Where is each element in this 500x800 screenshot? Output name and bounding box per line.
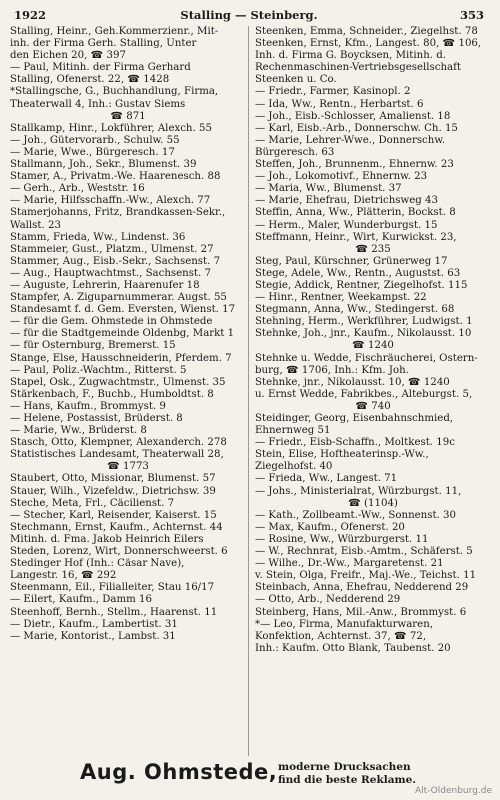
directory-entry-line: Stamm, Frieda, Ww., Lindenst. 36: [10, 231, 186, 243]
directory-entry-line: — Auguste, Lehrerin, Haarenufer 18: [10, 279, 200, 291]
directory-entry-line: Mitinh. d. Fma. Jakob Heinrich Eilers: [10, 533, 204, 545]
directory-entry-line: Inh.: Kaufm. Otto Blank, Taubenst. 20: [255, 642, 451, 654]
directory-entry-line: Stalling, Ofenerst. 22, ☎ 1428: [10, 74, 170, 86]
directory-entry-line: — Kath., Zollbeamt.-Ww., Sonnenst. 30: [255, 509, 456, 521]
directory-entry-line: Steenhoff, Bernh., Stellm., Haarenst. 11: [10, 606, 218, 618]
directory-entry-line: — Eilert, Kaufm., Damm 16: [10, 594, 153, 606]
directory-entry-line: Stegie, Addick, Rentner, Ziegelhofst. 115: [255, 279, 468, 291]
page-title: Stalling — Steinberg.: [180, 8, 318, 22]
directory-entry-line: Steidinger, Georg, Eisenbahnschmied,: [255, 413, 454, 424]
directory-entry-line: Steche, Meta, Frl., Cäcilienst. 7: [10, 497, 175, 509]
directory-entry-line: Steinberg, Hans, Mil.-Anw., Brommyst. 6: [255, 606, 467, 618]
directory-entry-line: Stehnke, Joh., jnr., Kaufm., Nikolausst. 10: [255, 328, 472, 340]
directory-entry-line: — Marie, Hilfsschaffn.-Ww., Alexch. 77: [10, 195, 211, 207]
directory-entry-line: Stärkenbach, F., Buchb., Humboldtst. 8: [10, 388, 214, 400]
directory-entry-line: — Joh., Eisb.-Schlosser, Amalienst. 18: [255, 110, 451, 122]
directory-entry-line: — Marie, Wwe., Bürgeresch. 17: [10, 146, 175, 158]
directory-entry-line: Steffin, Anna, Ww., Plätterin, Bockst. 8: [255, 207, 456, 219]
directory-entry-line: — W., Rechnrat, Eisb.-Amtm., Schäferst. 5: [255, 546, 473, 558]
directory-entry-line: Steffen, Joh., Brunnenm., Ehnernw. 23: [255, 159, 454, 171]
directory-entry-line: Stallmann, Joh., Sekr., Blumenst. 39: [10, 159, 197, 171]
directory-entry-line: Steenken u. Co.: [255, 74, 337, 86]
directory-entry-line: — Hinr., Rentner, Weekampst. 22: [255, 292, 427, 304]
directory-entry-line: — Marie, Kontorist., Lambst. 31: [10, 630, 176, 642]
directory-entry-line: burg, ☎ 1706, Inh.: Kfm. Joh.: [255, 364, 409, 376]
directory-entry-line: — Max, Kaufm., Ofenerst. 20: [255, 521, 405, 533]
directory-entry-line: — Paul, Poliz.-Wachtm., Ritterst. 5: [10, 364, 187, 376]
directory-entry-line: Stehnke, jnr., Nikolausst. 10, ☎ 1240: [255, 376, 450, 388]
directory-entry-line: Steden, Lorenz, Wirt, Donnerschweerst. 6: [10, 546, 228, 558]
directory-entry-line: — Wilhe., Dr.-Ww., Margaretenst. 21: [255, 558, 444, 570]
directory-entry-line: Stauer, Wilh., Vizefeldw., Dietrichsw. 39: [10, 485, 216, 497]
ad-line-1: moderne Drucksachen: [278, 761, 411, 773]
directory-entry-line: — Paul, Mitinh. der Firma Gerhard: [10, 62, 191, 74]
directory-entry-line: v. Stein, Olga, Freifr., Maj.-We., Teichst. 11: [255, 570, 477, 582]
page-year: 1922: [14, 8, 47, 22]
directory-entry-line: Stege, Adele, Ww., Rentn., Augustst. 63: [255, 267, 461, 279]
directory-entry-line: — Ida, Ww., Rentn., Herbartst. 6: [255, 98, 424, 110]
directory-entry-line: Theaterwall 4, Inh.: Gustav Siems: [10, 98, 186, 110]
directory-entry-line: — Helene, Postassist, Brüderst. 8: [10, 413, 183, 424]
directory-entry-line: — Johs., Ministerialrat, Würzburgst. 11,: [255, 485, 462, 497]
ad-line-2: find die beste Reklame.: [278, 774, 416, 786]
directory-entry-line: Stein, Elise, Hoftheaterinsp.-Ww.,: [255, 449, 429, 461]
watermark: Alt-Oldenburg.de: [414, 786, 492, 796]
directory-entry-line: inh. der Firma Gerh. Stalling, Unter: [10, 38, 197, 50]
directory-entry-line: — Maria, Ww., Blumenst. 37: [255, 183, 402, 195]
directory-entry-line: Stedinger Hof (Inh.: Cäsar Nave),: [10, 558, 185, 570]
directory-entry-line: Standesamt f. d. Gem. Eversten, Wienst. 17: [10, 304, 236, 316]
directory-entry-line: Stehnke u. Wedde, Fischräucherei, Ostern-: [255, 352, 478, 364]
page-number: 353: [459, 8, 484, 22]
directory-entry-line: Stechmann, Ernst, Kaufm., Achternst. 44: [10, 521, 223, 533]
directory-entry-line: Wallst. 23: [10, 219, 61, 231]
directory-entry-line: Statistisches Landesamt, Theaterwall 28,: [10, 449, 224, 461]
directory-entry-line: ☎ (1104): [348, 497, 398, 509]
directory-entry-line: ☎ 871: [110, 110, 146, 122]
left-column: [10, 26, 246, 643]
directory-entry-line: Stegmann, Anna, Ww., Stedingerst. 68: [255, 304, 455, 316]
directory-entry-line: Stampfer, A. Ziguparnummerar. Augst. 55: [10, 292, 227, 304]
right-column: [255, 26, 491, 655]
directory-entry-line: Inh. d. Firma G. Boycksen, Mitinh. d.: [255, 50, 446, 62]
directory-entry-line: ☎ 740: [355, 400, 391, 412]
directory-entry-line: ☎ 1240: [352, 340, 394, 352]
ad-company-name: Aug. Ohmstede,: [80, 760, 278, 784]
directory-entry-line: Ehnernweg 51: [255, 425, 331, 437]
directory-entry-line: *Stallingsche, G., Buchhandlung, Firma,: [10, 86, 219, 98]
directory-entry-line: — Otto, Arb., Nedderend 29: [255, 594, 401, 606]
directory-entry-line: Staubert, Otto, Missionar, Blumenst. 57: [10, 473, 216, 485]
directory-entry-line: den Eichen 20, ☎ 397: [10, 50, 126, 62]
directory-entry-line: Langestr. 16, ☎ 292: [10, 570, 117, 582]
directory-entry-line: Konfektion, Achternst. 37, ☎ 72,: [255, 630, 427, 642]
directory-entry-line: — Hans, Kaufm., Brommyst. 9: [10, 400, 166, 412]
directory-entry-line: — Gerh., Arb., Weststr. 16: [10, 183, 145, 195]
directory-entry-line: — Marie, Ehefrau, Dietrichsweg 43: [255, 195, 438, 207]
directory-entry-line: — Stecher, Karl, Reisender, Kaiserst. 15: [10, 509, 217, 521]
directory-entry-line: — Joh., Lokomotivf., Ehnernw. 23: [255, 171, 428, 183]
directory-entry-line: — Friedr., Farmer, Kasinopl. 2: [255, 86, 411, 98]
directory-entry-line: Steg, Paul, Kürschner, Grünerweg 17: [255, 255, 448, 267]
directory-entry-line: — für Osternburg, Bremerst. 15: [10, 340, 176, 352]
directory-entry-line: Stalling, Heinr., Geh.Kommerzienr., Mit-: [10, 26, 219, 37]
directory-entry-line: Steenken, Ernst, Kfm., Langest. 80, ☎ 106,: [255, 38, 482, 50]
directory-entry-line: — Frieda, Ww., Langest. 71: [255, 473, 398, 485]
directory-entry-line: Stallkamp, Hinr., Lokführer, Alexch. 55: [10, 122, 212, 134]
directory-entry-line: Steffmann, Heinr., Wirt, Kurwickst. 23,: [255, 231, 457, 243]
directory-entry-line: Bürgeresch. 63: [255, 146, 335, 158]
directory-entry-line: — Herm., Maler, Wunderburgst. 15: [255, 219, 438, 231]
directory-entry-line: — Joh., Gütervorarb., Schulw. 55: [10, 134, 180, 146]
directory-entry-line: — Friedr., Eisb-Schaffn., Moltkest. 19c: [255, 437, 455, 449]
advertisement: [80, 758, 440, 788]
directory-entry-line: u. Ernst Wedde, Fabrikbes., Alteburgst. 5,: [255, 388, 473, 400]
directory-entry-line: Stange, Else, Hausschneiderin, Pferdem. 7: [10, 352, 232, 364]
directory-entry-line: — Rosine, Ww., Würzburgerst. 11: [255, 533, 429, 545]
directory-entry-line: Stamerjohanns, Fritz, Brandkassen-Sekr.,: [10, 207, 226, 219]
directory-entry-line: ☎ 235: [355, 243, 391, 255]
directory-entry-line: *— Leo, Firma, Manufakturwaren,: [255, 618, 433, 630]
directory-entry-line: Stamer, A., Privatm.-We. Haarenesch. 88: [10, 171, 221, 183]
directory-entry-line: — für die Gem. Ohmstede in Ohmstede: [10, 316, 213, 328]
directory-entry-line: Stehning, Herm., Werkführer, Ludwigst. 1: [255, 316, 473, 328]
page-header: [14, 8, 484, 22]
directory-entry-line: — Marie, Lehrer-Wwe., Donnerschw.: [255, 134, 446, 146]
directory-entry-line: Steenmann, Eil., Filialleiter, Stau 16/17: [10, 582, 215, 594]
directory-entry-line: — Karl, Eisb.-Arb., Donnerschw. Ch. 15: [255, 122, 458, 134]
directory-entry-line: — Dietr., Kaufm., Lambertist. 31: [10, 618, 178, 630]
directory-entry-line: — Marie, Ww., Brüderst. 8: [10, 425, 147, 437]
directory-entry-line: Steinbach, Anna, Ehefrau, Nedderend 29: [255, 582, 469, 594]
directory-entry-line: — für die Stadtgemeinde Oldenbg, Markt 1: [10, 328, 235, 340]
directory-entry-line: Stapel, Osk., Zugwachtmstr., Ulmenst. 35: [10, 376, 226, 388]
directory-entry-line: Stammeier, Gust., Platzm., Ulmenst. 27: [10, 243, 214, 255]
directory-entry-line: ☎ 1773: [107, 461, 149, 473]
directory-entry-line: Rechenmaschinen-Vertriebsgesellschaft: [255, 62, 461, 74]
directory-entry-line: Ziegelhofst. 40: [255, 461, 333, 473]
directory-entry-line: Stammer, Aug., Eisb.-Sekr., Sachsenst. 7: [10, 255, 221, 267]
column-divider: [248, 26, 249, 756]
directory-entry-line: — Aug., Hauptwachtmst., Sachsenst. 7: [10, 267, 211, 279]
directory-entry-line: Stasch, Otto, Klempner, Alexanderch. 278: [10, 437, 227, 449]
directory-entry-line: Steenken, Emma, Schneider., Ziegelhst. 78: [255, 26, 478, 37]
